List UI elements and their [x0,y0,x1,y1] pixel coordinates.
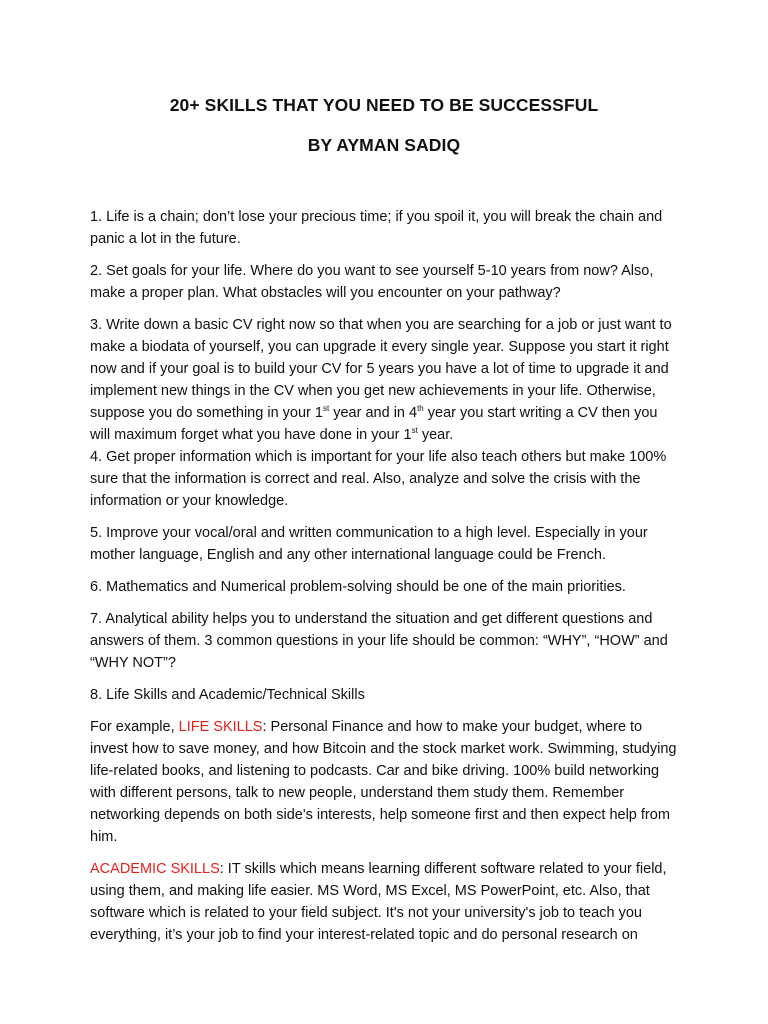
paragraph-3-part-c: year you start writing a CV then you will maximum forget what you have done in your 1 [90,405,658,443]
paragraph-2: 2. Set goals for your life. Where do you want to see yourself 5-10 years from now? Also, make a proper plan. What obstacles will you encounter on your pathway? [90,263,654,301]
superscript-th: th [417,404,424,413]
life-skills-text: : Personal Finance and how to make your budget, where to invest how to save money, and how Bitcoin and the stock market work. Swimming, studying life-related books, and listening to podcasts. Car and bike driving. 100% build networking with different persons, talk to new people, understand them study them. Remember networking depends on both side's interests, help someone first and then expect help from him. [90,719,677,845]
life-skills-highlight: LIFE SKILLS [178,719,263,735]
paragraph-3-part-a: 3. Write down a basic CV right now so that when you are searching for a job or just want to make a biodata of yourself, you can upgrade it every single year. Suppose you start it right now and if your goal is to build your CV for 5 years you have a lot of time to upgrade it and implement new things in the CV when you get new achievements in your life. Otherwise, suppose you do something in your 1 [90,317,672,421]
paragraph-4: 4. Get proper information which is important for your life also teach others but make 100% sure that the information is correct and real. Also, analyze and solve the crisis with the information or your knowledge. [90,449,667,509]
superscript-st-2: st [411,426,418,435]
paragraph-6: 6. Mathematics and Numerical problem-solving should be one of the main priorities. [90,579,626,595]
document-author: BY AYMAN SADIQ [307,135,461,155]
paragraph-7: 7. Analytical ability helps you to understand the situation and get different questions and answers of them. 3 common questions in your life should be common: “WHY”, “HOW” and “WHY NOT”? [90,611,668,671]
paragraph-8: 8. Life Skills and Academic/Technical Skills [90,687,365,703]
paragraph-3-part-d: year. [417,427,454,443]
paragraph-life-skills [90,716,678,848]
paragraph-5: 5. Improve your vocal/oral and written communication to a high level. Especially in your mother language, English and any other international language could be French. [90,525,648,563]
paragraph-3 [90,314,678,446]
superscript-st-1: st [322,404,330,413]
paragraph-academic-skills [90,858,678,946]
document-title: 20+ SKILLS THAT YOU NEED TO BE SUCCESSFUL [169,95,599,115]
document-body [90,206,678,946]
paragraph-3-part-b: year and in 4 [329,405,418,421]
paragraph-1: 1. Life is a chain; don’t lose your precious time; if you spoil it, you will break the chain and panic a lot in the future. [90,209,663,247]
life-skills-lead: For example, [90,719,179,735]
academic-skills-text: : IT skills which means learning different software related to your field, using them, and making life easier. MS Word, MS Excel, MS PowerPoint, etc. Also, that software which is related to your field subject. It's not your university's job to teach you everything, it’s your job to find your interest-related topic and do personal research on [90,861,667,943]
academic-skills-highlight: ACADEMIC SKILLS [90,861,220,877]
